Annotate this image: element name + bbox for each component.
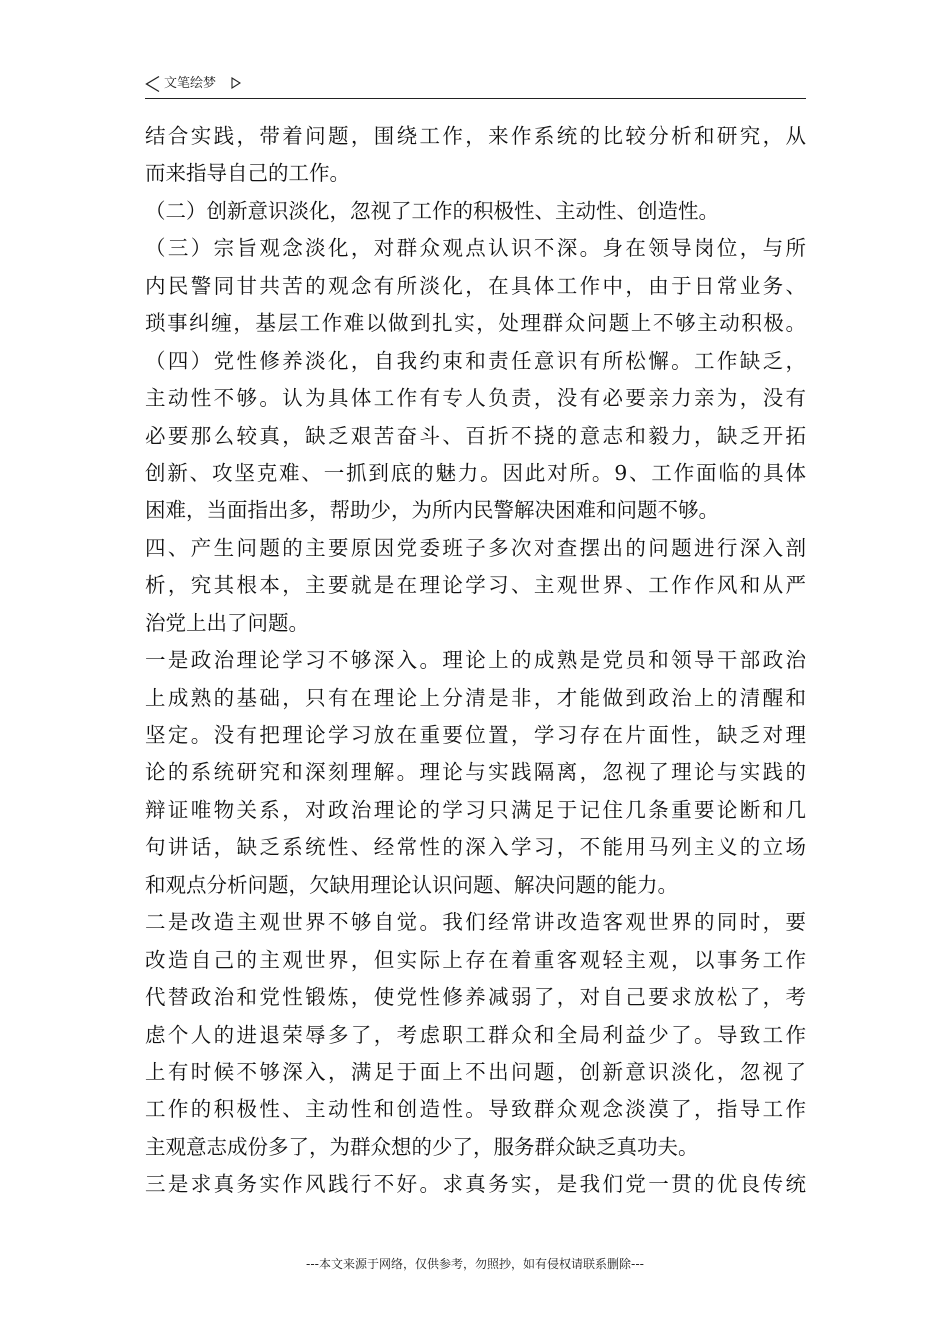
body-line: 困难，当面指出多，帮助少，为所内民警解决困难和问题不够。 xyxy=(145,498,719,523)
body-line: （二）创新意识淡化，忽视了工作的积极性、主动性、创造性。 xyxy=(145,198,719,223)
body-line: 上成熟的基础，只有在理论上分清是非，才能做到政治上的清醒和 xyxy=(145,685,806,710)
body-line: 创新、攻坚克难、一抓到底的魅力。因此对所。9、工作面临的具体 xyxy=(145,460,806,485)
triangle-left-icon xyxy=(145,75,161,93)
page-header xyxy=(145,74,806,99)
body-line: 析，究其根本，主要就是在理论学习、主观世界、工作作风和从严 xyxy=(145,573,806,598)
body-line: 二是改造主观世界不够自觉。我们经常讲改造客观世界的同时，要 xyxy=(145,910,806,935)
body-line: 论的系统研究和深刻理解。理论与实践隔离，忽视了理论与实践的 xyxy=(145,760,806,785)
body-line: 主观意志成份多了，为群众想的少了，服务群众缺乏真功夫。 xyxy=(145,1134,699,1159)
body-line: （三）宗旨观念淡化，对群众观点认识不深。身在领导岗位，与所 xyxy=(145,236,806,261)
body-line: 必要那么较真，缺乏艰苦奋斗、百折不挠的意志和毅力，缺乏开拓 xyxy=(145,423,806,448)
body-line: 四、产生问题的主要原因党委班子多次对查摆出的问题进行深入剖 xyxy=(145,535,806,560)
document-body xyxy=(145,118,806,1204)
body-line: 句讲话，缺乏系统性、经常性的深入学习，不能用马列主义的立场 xyxy=(145,835,806,860)
body-line: 内民警同甘共苦的观念有所淡化，在具体工作中，由于日常业务、 xyxy=(145,273,806,298)
body-line: 三是求真务实作风践行不好。求真务实，是我们党一贯的优良传统 xyxy=(145,1172,806,1197)
body-line: 辩证唯物关系，对政治理论的学习只满足于记住几条重要论断和几 xyxy=(145,797,806,822)
body-line: 而来指导自己的工作。 xyxy=(145,161,350,186)
body-line: 虑个人的进退荣辱多了，考虑职工群众和全局利益少了。导致工作 xyxy=(145,1022,806,1047)
triangle-right-icon xyxy=(231,77,241,89)
body-line: 和观点分析问题，欠缺用理论认识问题、解决问题的能力。 xyxy=(145,872,678,897)
body-line: 结合实践，带着问题，围绕工作，来作系统的比较分析和研究，从 xyxy=(145,124,806,148)
body-line: 一是政治理论学习不够深入。理论上的成熟是党员和领导干部政治 xyxy=(145,648,806,673)
footer-disclaimer: ---本文来源于网络，仅供参考，勿照抄，如有侵权请联系删除--- xyxy=(306,1257,644,1271)
body-line: 上有时候不够深入，满足于面上不出问题，创新意识淡化，忽视了 xyxy=(145,1059,806,1084)
body-line: 主动性不够。认为具体工作有专人负责，没有必要亲力亲为，没有 xyxy=(145,386,806,411)
body-line: 工作的积极性、主动性和创造性。导致群众观念淡漠了，指导工作 xyxy=(145,1097,806,1122)
body-line: （四）党性修养淡化，自我约束和责任意识有所松懈。工作缺乏， xyxy=(145,348,806,373)
body-line: 琐事纠缠，基层工作难以做到扎实，处理群众问题上不够主动积极。 xyxy=(145,311,806,336)
header-title: 文笔绘梦 xyxy=(164,76,217,91)
body-line: 坚定。没有把理论学习放在重要位置，学习存在片面性，缺乏对理 xyxy=(145,723,806,747)
body-line: 代替政治和党性锻炼，使党性修养减弱了，对自己要求放松了，考 xyxy=(145,985,806,1010)
body-line: 治党上出了问题。 xyxy=(145,610,309,635)
body-line: 改造自己的主观世界，但实际上存在着重客观轻主观，以事务工作 xyxy=(145,947,806,972)
